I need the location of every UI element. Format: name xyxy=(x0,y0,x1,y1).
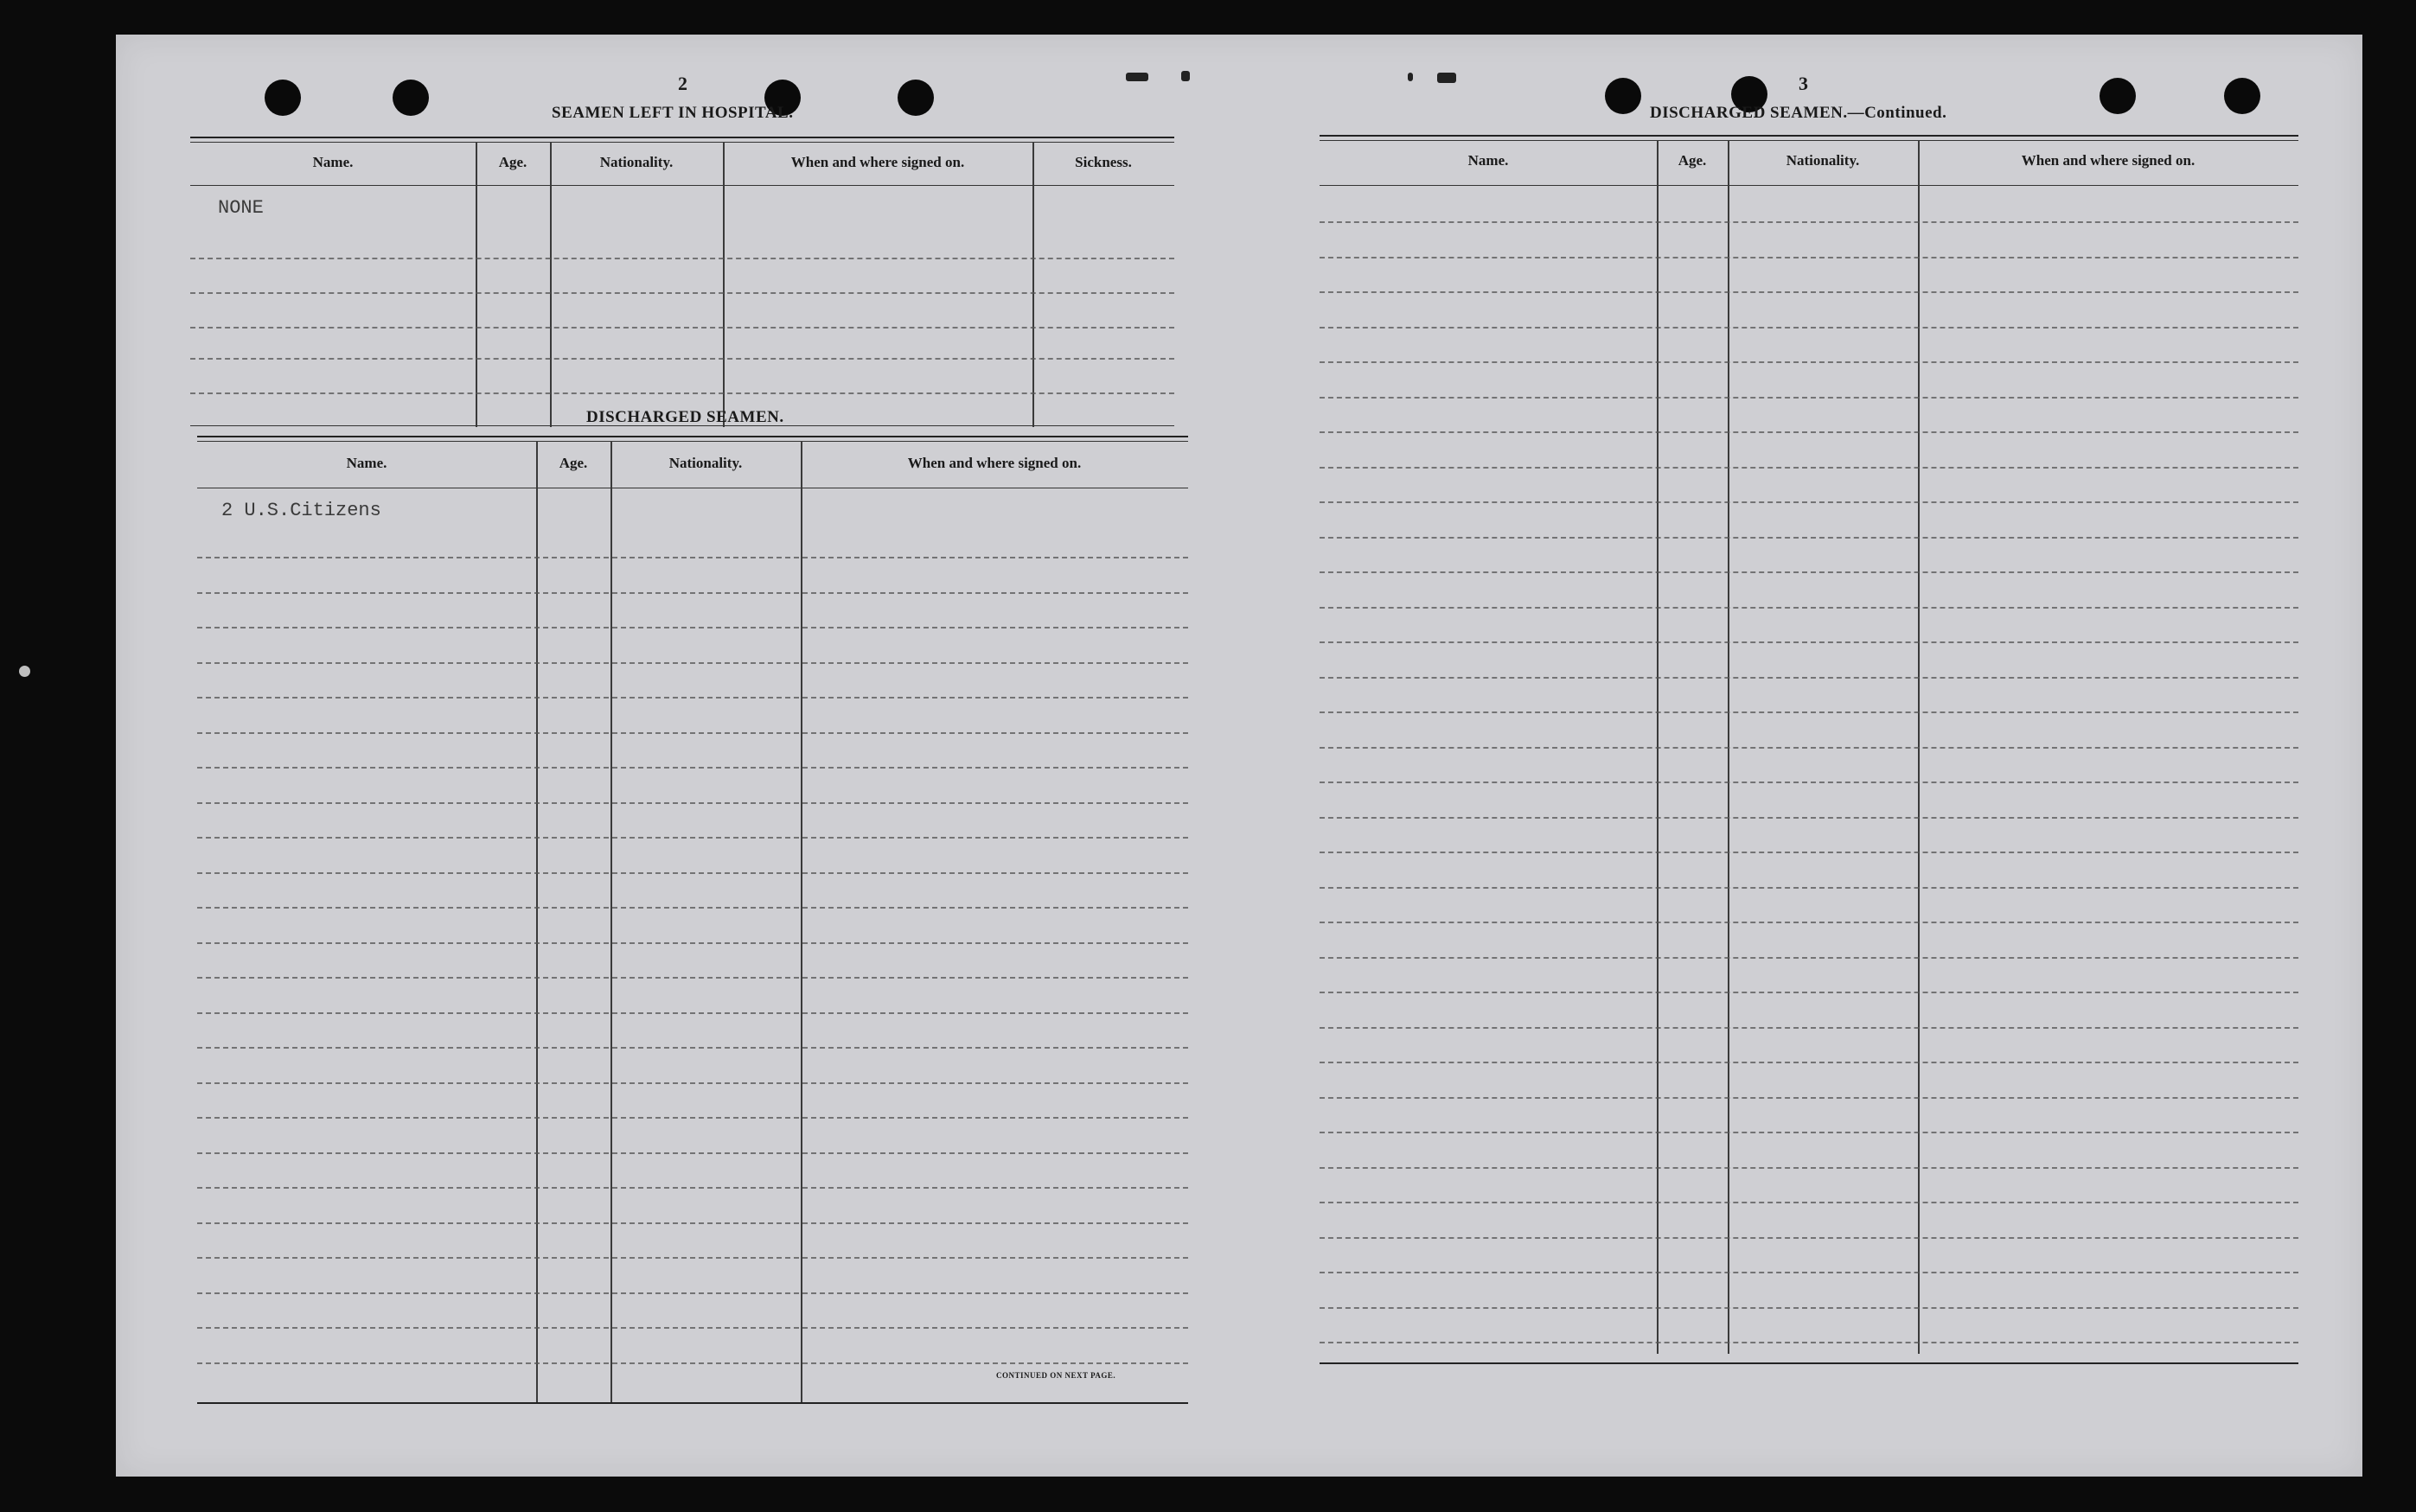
continued-footer: CONTINUED ON NEXT PAGE. xyxy=(996,1371,1116,1380)
ruled-line xyxy=(197,1047,1188,1049)
scan-smudge xyxy=(1408,73,1413,81)
ruled-line xyxy=(197,872,1188,874)
ruled-line xyxy=(197,1187,1188,1189)
ruled-line xyxy=(197,907,1188,909)
col-head-nationality: Nationality. xyxy=(668,455,743,471)
ruled-line xyxy=(1320,747,2298,749)
col-head-nationality: Nationality. xyxy=(599,154,674,170)
punch-hole xyxy=(393,80,429,116)
ruled-line xyxy=(1320,1027,2298,1029)
scan-smudge xyxy=(1437,73,1456,83)
ruled-line xyxy=(1320,221,2298,223)
ruled-line xyxy=(197,1152,1188,1154)
discharged-table-right xyxy=(1320,135,2298,1369)
ruled-line xyxy=(197,1117,1188,1119)
ruled-line xyxy=(1320,922,2298,923)
ruled-line xyxy=(1320,467,2298,469)
ruled-line xyxy=(1320,537,2298,539)
col-head-signed-on: When and where signed on. xyxy=(907,455,1082,471)
ruled-line xyxy=(1320,431,2298,433)
page-number-left: 2 xyxy=(678,73,687,94)
ruled-line xyxy=(1320,1307,2298,1309)
discharged-entry-name: 2 U.S.Citizens xyxy=(221,500,381,521)
ruled-line xyxy=(1320,327,2298,329)
ruled-line xyxy=(1320,782,2298,783)
col-head-signed-on: When and where signed on. xyxy=(2021,152,2195,169)
punch-hole xyxy=(265,80,301,116)
hospital-entry-name: NONE xyxy=(218,197,264,219)
col-head-sickness: Sickness. xyxy=(1075,154,1132,170)
ruled-line xyxy=(197,767,1188,769)
col-head-name: Name. xyxy=(312,154,354,170)
ruled-line xyxy=(197,557,1188,558)
ruled-line xyxy=(197,732,1188,734)
col-head-signed-on: When and where signed on. xyxy=(790,154,965,170)
col-head-age: Age. xyxy=(498,154,527,170)
ruled-line xyxy=(197,837,1188,839)
punch-hole xyxy=(1605,78,1641,114)
ruled-line xyxy=(1320,887,2298,889)
ruled-line xyxy=(197,1362,1188,1364)
ruled-line xyxy=(197,1222,1188,1224)
ruled-line xyxy=(197,1082,1188,1084)
punch-hole xyxy=(898,80,934,116)
ruled-line xyxy=(197,1257,1188,1259)
ruled-line xyxy=(197,697,1188,699)
ruled-line xyxy=(1320,1342,2298,1343)
col-head-name: Name. xyxy=(1467,152,1509,169)
ruled-line xyxy=(1320,397,2298,399)
ruled-line xyxy=(1320,361,2298,363)
document-sheet xyxy=(116,35,2362,1477)
hospital-section-title: SEAMEN LEFT IN HOSPITAL. xyxy=(552,104,794,122)
ruled-line xyxy=(1320,1132,2298,1133)
punch-hole xyxy=(2100,78,2136,114)
ruled-line xyxy=(1320,1237,2298,1239)
ruled-line xyxy=(197,942,1188,944)
scan-smudge xyxy=(1126,73,1148,81)
ruled-line xyxy=(197,662,1188,664)
ruled-line xyxy=(1320,852,2298,853)
ruled-line xyxy=(1320,501,2298,503)
ruled-line xyxy=(197,627,1188,628)
ruled-line xyxy=(1320,571,2298,573)
scan-smudge xyxy=(1181,71,1190,81)
ruled-line xyxy=(1320,1202,2298,1203)
ruled-line xyxy=(1320,1167,2298,1169)
col-head-name: Name. xyxy=(346,455,387,471)
discharged-table-left xyxy=(197,436,1188,1404)
ruled-line xyxy=(1320,711,2298,713)
hospital-table xyxy=(190,137,1174,427)
punch-hole xyxy=(2224,78,2260,114)
ruled-line xyxy=(1320,677,2298,679)
col-head-nationality: Nationality. xyxy=(1786,152,1860,169)
ruled-line xyxy=(1320,291,2298,293)
ruled-line xyxy=(197,1327,1188,1329)
ruled-line xyxy=(1320,1097,2298,1099)
col-head-age: Age. xyxy=(1678,152,1707,169)
ruled-line xyxy=(1320,1272,2298,1273)
ruled-line xyxy=(1320,957,2298,959)
ruled-line xyxy=(1320,817,2298,819)
right-section-title: DISCHARGED SEAMEN.—Continued. xyxy=(1650,104,1947,122)
ruled-line xyxy=(197,592,1188,594)
ruled-line xyxy=(197,1012,1188,1014)
scan-dust xyxy=(19,666,30,677)
ruled-line xyxy=(1320,607,2298,609)
ruled-line xyxy=(1320,257,2298,258)
ruled-line xyxy=(197,802,1188,804)
ruled-line xyxy=(197,977,1188,979)
ruled-line xyxy=(197,1292,1188,1294)
ruled-line xyxy=(1320,992,2298,993)
ruled-line xyxy=(1320,1062,2298,1063)
discharged-section-title: DISCHARGED SEAMEN. xyxy=(586,408,784,426)
ruled-line xyxy=(1320,641,2298,643)
col-head-age: Age. xyxy=(559,455,588,471)
page-number-right: 3 xyxy=(1799,73,1808,94)
